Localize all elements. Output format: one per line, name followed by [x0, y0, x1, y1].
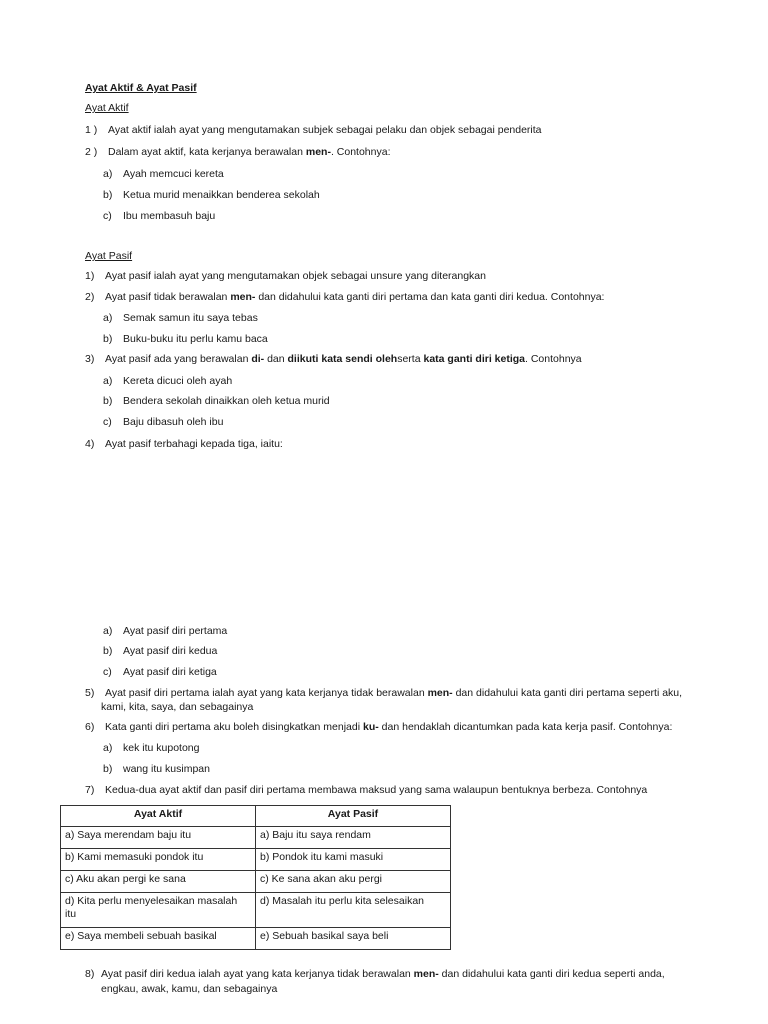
list-item: c) Ayat pasif diri ketiga [103, 666, 217, 678]
table-cell: d) Kita perlu menyelesaikan masalah itu [61, 893, 256, 928]
aktif-point-1: 1 ) Ayat aktif ialah ayat yang mengutamakan subjek sebagai pelaku dan objek sebagai penderita [85, 124, 542, 136]
table-cell: c) Ke sana akan aku pergi [256, 871, 451, 893]
list-item: a) kek itu kupotong [103, 742, 200, 754]
table-cell: a) Saya merendam baju itu [61, 827, 256, 849]
list-item: a) Ayah memcuci kereta [103, 168, 224, 180]
pasif-point-6: 6) Kata ganti diri pertama aku boleh disingkatkan menjadi ku- dan hendaklah dicantumkan pada kata kerja pasif. Contohnya: [85, 721, 673, 733]
table-row [61, 827, 451, 849]
pasif-point-8: 8) Ayat pasif diri kedua ialah ayat yang kata kerjanya tidak berawalan men- dan didahului kata ganti diri kedua seperti anda, [85, 968, 665, 980]
table-header: Ayat Aktif [61, 806, 256, 827]
list-item: a) Kereta dicuci oleh ayah [103, 375, 233, 387]
table-cell: b) Pondok itu kami masuki [256, 849, 451, 871]
list-item: b) wang itu kusimpan [103, 763, 210, 775]
list-item: b) Ayat pasif diri kedua [103, 645, 218, 657]
table-row [61, 871, 451, 893]
pasif-heading: Ayat Pasif [85, 250, 133, 262]
table-cell: e) Saya membeli sebuah basikal [61, 928, 256, 950]
comparison-table [60, 805, 451, 950]
list-item: b) Buku-buku itu perlu kamu baca [103, 333, 268, 345]
pasif-point-5-line-2: kami, kita, saya, dan sebagainya [101, 701, 254, 713]
table-cell: d) Masalah itu perlu kita selesaikan [256, 893, 451, 928]
list-item: a) Semak samun itu saya tebas [103, 312, 258, 324]
table-cell: a) Baju itu saya rendam [256, 827, 451, 849]
table-header-row [61, 806, 451, 827]
list-item: b) Bendera sekolah dinaikkan oleh ketua murid [103, 395, 330, 407]
pasif-point-4: 4) Ayat pasif terbahagi kepada tiga, iaitu: [85, 438, 283, 450]
pasif-point-7: 7) Kedua-dua ayat aktif dan pasif diri pertama membawa maksud yang sama walaupun bentuknya berbeza. Contohnya [85, 784, 648, 796]
table-cell: b) Kami memasuki pondok itu [61, 849, 256, 871]
table-row [61, 849, 451, 871]
pasif-point-3: 3) Ayat pasif ada yang berawalan di- dan diikuti kata sendi olehserta kata ganti diri ketiga. Contohnya [85, 353, 582, 365]
list-item: b) Ketua murid menaikkan benderea sekolah [103, 189, 320, 201]
aktif-point-2: 2 ) Dalam ayat aktif, kata kerjanya berawalan men-. Contohnya: [85, 146, 391, 158]
table-row [61, 893, 451, 928]
table-cell: c) Aku akan pergi ke sana [61, 871, 256, 893]
table-header: Ayat Pasif [256, 806, 451, 827]
pasif-point-5: 5) Ayat pasif diri pertama ialah ayat yang kata kerjanya tidak berawalan men- dan didahului kata ganti diri pertama seperti aku, [85, 687, 683, 699]
table-row [61, 928, 451, 950]
aktif-heading: Ayat Aktif [85, 102, 129, 114]
table-cell: e) Sebuah basikal saya beli [256, 928, 451, 950]
page-title: Ayat Aktif & Ayat Pasif [85, 82, 197, 94]
list-item: c) Ibu membasuh baju [103, 210, 216, 222]
list-item: c) Baju dibasuh oleh ibu [103, 416, 224, 428]
pasif-point-2: 2) Ayat pasif tidak berawalan men- dan didahului kata ganti diri pertama dan kata ganti diri kedua. Contohnya: [85, 291, 605, 303]
pasif-point-8-line-2: engkau, awak, kamu, dan sebagainya [101, 983, 278, 995]
list-item: a) Ayat pasif diri pertama [103, 625, 228, 637]
pasif-point-1: 1) Ayat pasif ialah ayat yang mengutamakan objek sebagai unsure yang diterangkan [85, 270, 486, 282]
